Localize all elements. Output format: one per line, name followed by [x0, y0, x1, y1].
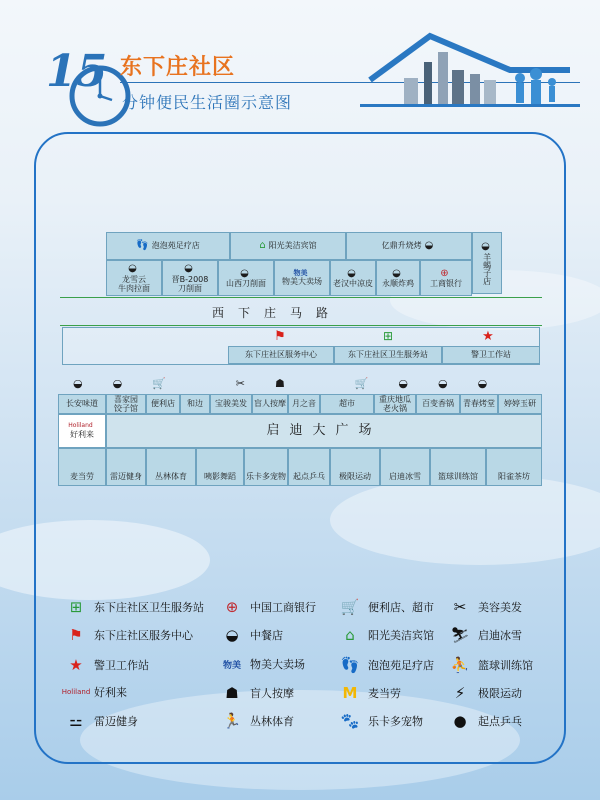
legend-ski: ⛷ 启迪冰雪 — [450, 626, 522, 644]
legend-health-station: ⊞ 东下庄社区卫生服务站 — [66, 598, 204, 616]
bowl-icon: ◒ — [347, 267, 356, 279]
legend-service-center: ⚑ 东下庄社区服务中心 — [66, 626, 193, 644]
shop-dance: 咦影舞蹈 — [196, 448, 244, 486]
shop-convenience: 便利店 — [146, 394, 180, 414]
legend-foot-massage: 👣 泡泡苑足疗店 — [340, 656, 434, 674]
haolilai-icon: Holiland — [68, 421, 93, 429]
extreme-icon: ⚡ — [454, 684, 466, 702]
cart-icon: 🛒 — [354, 376, 369, 390]
shop-grill: 青春烤堂 — [460, 394, 498, 414]
shop-hebian: 和边 — [180, 394, 210, 414]
massage-icon: ☗ — [275, 376, 285, 390]
legend-gym: ⚍ 雷迈健身 — [66, 712, 138, 730]
clinic-icon: ⊞ — [382, 329, 394, 344]
city-skyline-logo — [360, 30, 580, 112]
shop-noodle-3: ◒ 山西刀削面 — [218, 260, 274, 296]
shop-ski: 启迪冰雪 — [380, 448, 430, 486]
shop-mcdonalds: 麦当劳 — [58, 448, 106, 486]
scissors-icon: ✂ — [235, 376, 245, 390]
bowl-icon: ◒ — [481, 241, 490, 253]
legend-restaurant: ◒ 中餐店 — [222, 626, 283, 644]
mcd-icon: M — [342, 684, 358, 702]
shop-teahouse: 阳雀茶坊 — [486, 448, 542, 486]
shop-pet: 乐卡多宠物 — [244, 448, 288, 486]
pet-icon: 🐾 — [340, 712, 360, 730]
bowl-icon: ◒ — [424, 240, 434, 252]
shop-haolilai: Holiland 好利来 — [58, 414, 106, 448]
shop-bank: ⊕ 工商银行 — [420, 260, 472, 296]
page-title: 东下庄社区 — [120, 55, 236, 80]
hotel-icon: ⌂ — [259, 240, 266, 252]
service-center: 东下庄社区服务中心 — [228, 346, 334, 364]
bowl-icon: ◒ — [73, 376, 83, 390]
page-subtitle: 分钟便民生活圈示意图 — [122, 93, 293, 112]
bowl-icon: ◒ — [398, 376, 408, 390]
shop-extreme: 极限运动 — [330, 448, 380, 486]
shop-gym: 雷迈健身 — [106, 448, 146, 486]
bank-icon: ⊕ — [225, 598, 239, 616]
bowl-icon: ◒ — [477, 376, 488, 390]
legend-blind-massage: ☗ 盲人按摩 — [222, 684, 294, 702]
legend-convenience: 🛒 便利店、超市 — [340, 598, 434, 616]
flag-icon: ⚑ — [69, 626, 83, 644]
bowl-icon: ◒ — [225, 626, 239, 644]
shop-massage: 盲人按摩 — [252, 394, 288, 414]
bowl-icon: ◒ — [392, 267, 401, 279]
shop-pingpong: 起点乒乓 — [288, 448, 330, 486]
ski-icon: ⛷ — [450, 626, 470, 644]
wumart-icon: 物美 — [222, 660, 241, 671]
legend-icbc: ⊕ 中国工商银行 — [222, 598, 316, 616]
shop-lamb: ◒ 羊蝎子店 — [472, 232, 502, 294]
road-name: 西下庄马路 — [212, 306, 343, 320]
shop-supermarket: 超市 — [320, 394, 374, 414]
bowl-icon: ◒ — [184, 263, 193, 275]
bowl-icon: ◒ — [128, 263, 137, 275]
scissors-icon: ✂ — [453, 598, 467, 616]
massage-icon: ☗ — [225, 684, 239, 702]
shop-foot-massage: 👣 泡泡苑足疗店 — [106, 232, 230, 260]
shop-yuezhiyin: 月之音 — [288, 394, 320, 414]
cart-icon: 🛒 — [152, 376, 167, 390]
shop-bbq: 亿鼎升烧烤 ◒ — [346, 232, 472, 260]
shop-wumart: 物美 物美大卖场 — [274, 260, 330, 296]
shop-liangpi: ◒ 老汉中凉皮 — [330, 260, 376, 296]
shop-hotel: ⌂ 阳光美洁宾馆 — [230, 232, 346, 260]
bowl-icon: ◒ — [112, 376, 123, 390]
shop-xiangguo: 百变香锅 — [416, 394, 460, 414]
bowl-icon: ◒ — [240, 267, 249, 279]
legend-basketball: ⛹ 篮球训练馆 — [450, 656, 533, 674]
road-edge-bottom — [60, 325, 542, 326]
shop-noodle-2: ◒ 晋B-2008 刀削面 — [162, 260, 218, 296]
flag-icon: ⚑ — [274, 328, 286, 344]
haolilai-icon: Holiland — [61, 688, 91, 696]
weightlift-icon: ⚍ — [69, 712, 83, 730]
legend-sports: 🏃 丛林体育 — [222, 712, 294, 730]
foot-icon: 👣 — [136, 240, 149, 252]
bowl-icon: ◒ — [437, 376, 448, 390]
shop-tingting: 婷婷玉研 — [498, 394, 542, 414]
shop-dumpling: 喜家园 饺子馆 — [106, 394, 146, 414]
legend-wumart: 物美 物美大卖场 — [222, 658, 305, 671]
legend-pet: 🐾 乐卡多宠物 — [340, 712, 423, 730]
cart-icon: 🛒 — [340, 598, 360, 616]
hotel-icon: ⌂ — [345, 626, 355, 644]
pingpong-icon: ● — [453, 712, 467, 730]
header — [0, 0, 600, 130]
star-icon: ★ — [69, 656, 83, 674]
shop-changan: 长安味道 — [58, 394, 106, 414]
legend-mcdonalds: M 麦当劳 — [340, 684, 401, 702]
shop-noodle-1: ◒ 龙雪云 牛肉拉面 — [106, 260, 162, 296]
shop-row-icons — [58, 376, 542, 392]
legend-hotel: ⌂ 阳光美洁宾馆 — [340, 626, 434, 644]
clinic-icon: ⊞ — [69, 598, 83, 616]
shop-hair: 宝骏美发 — [210, 394, 252, 414]
wumart-icon: 物美 — [293, 269, 308, 278]
shop-chicken: ◒ 永顺炸鸡 — [376, 260, 420, 296]
legend-pingpong: ● 起点乒乓 — [450, 712, 522, 730]
legend-haolilai: Holiland 好利来 — [61, 686, 127, 699]
legend-extreme: ⚡ 极限运动 — [450, 684, 522, 702]
legend-guard: ★ 警卫工作站 — [66, 656, 149, 674]
star-icon: ★ — [482, 328, 494, 344]
run-icon: 🏃 — [222, 712, 242, 730]
basketball-icon: ⛹ — [450, 656, 470, 674]
svg-text:15: 15 — [46, 46, 108, 97]
shop-sports: 丛林体育 — [146, 448, 196, 486]
plaza-name: 启迪大广场 — [106, 414, 542, 448]
bank-icon: ⊕ — [440, 267, 449, 279]
guard-station: 警卫工作站 — [442, 346, 540, 364]
foot-icon: 👣 — [340, 656, 360, 674]
shop-hotpot: 重庆地瓜 老火锅 — [374, 394, 416, 414]
health-station: 东下庄社区卫生服务站 — [334, 346, 442, 364]
legend-beauty: ✂ 美容美发 — [450, 598, 522, 616]
shop-basketball: 篮球训练馆 — [430, 448, 486, 486]
road-edge-top — [60, 297, 542, 298]
